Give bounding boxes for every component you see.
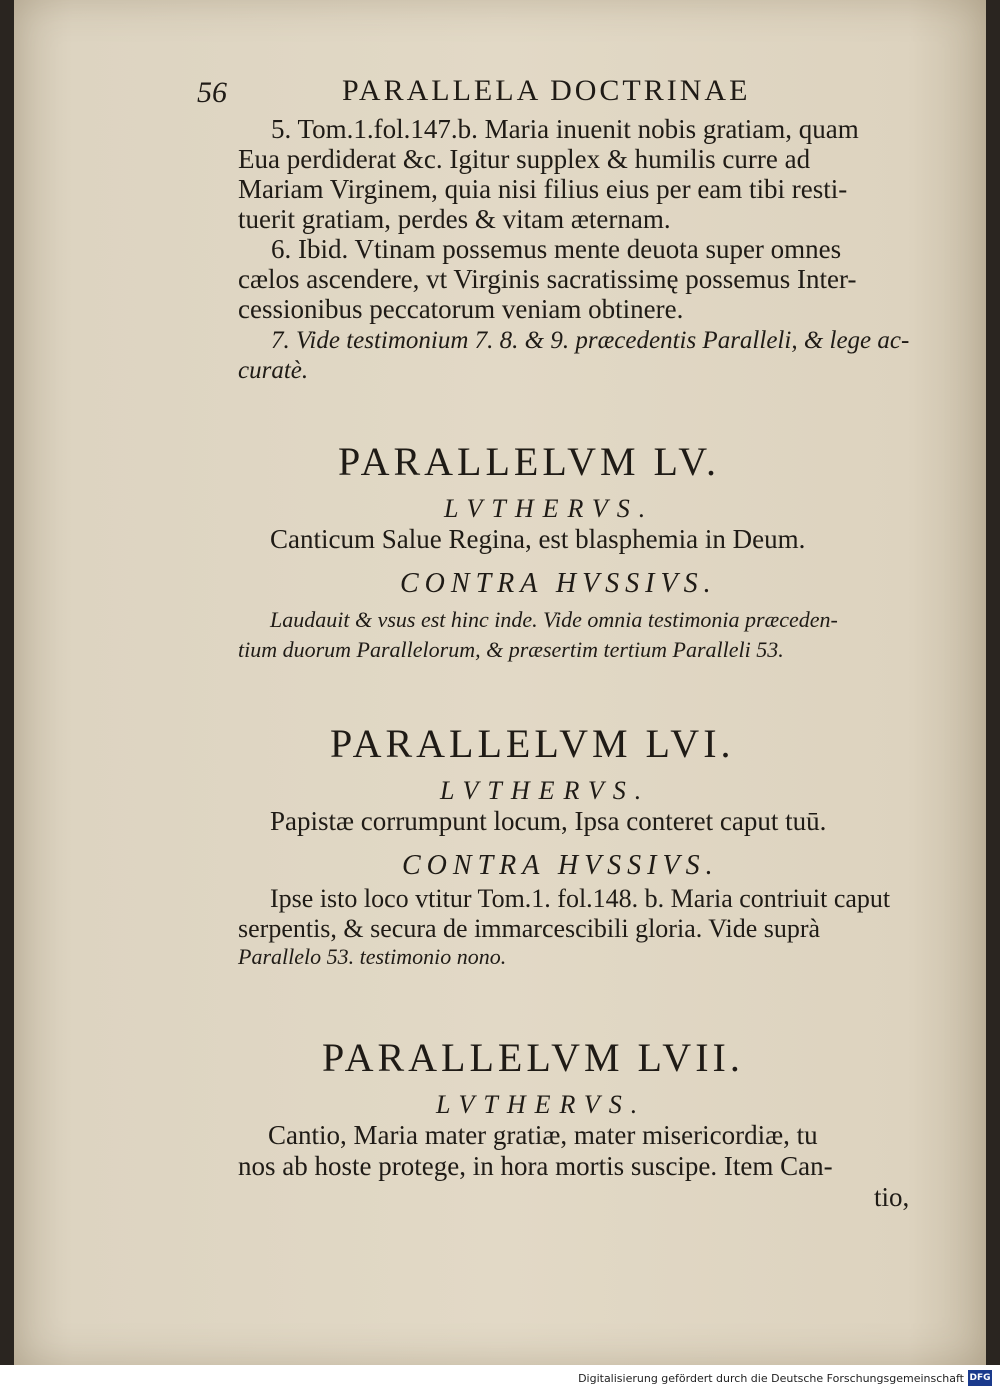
section-heading: PARALLELVM LVII. — [322, 1035, 744, 1080]
section-heading: PARALLELVM LV. — [338, 439, 721, 484]
lutherus-label: LVTHERVS. — [436, 1090, 647, 1119]
text-line: 5. Tom.1.fol.147.b. Maria inuenit nobis gratiam, quam — [271, 114, 859, 144]
funding-credit: Digitalisierung gefördert durch die Deutsche Forschungsgemeinschaft — [578, 1372, 964, 1385]
lutherus-label: LVTHERVS. — [444, 494, 655, 523]
lutherus-label: LVTHERVS. — [440, 776, 651, 805]
contra-text: Laudauit & vsus est hinc inde. Vide omnia testimonia præceden- — [270, 607, 838, 632]
contra-text: tium duorum Parallelorum, & præsertim tertium Paralleli 53. — [238, 637, 784, 662]
text-line: curatè. — [238, 357, 309, 384]
text-line: cælos ascendere, vt Virginis sacratissimę possemus Inter- — [238, 264, 857, 294]
text-line: 6. Ibid. Vtinam possemus mente deuota super omnes — [271, 234, 842, 264]
text-line: cessionibus peccatorum veniam obtinere. — [238, 294, 684, 324]
contra-label: CONTRA HVSSIVS. — [402, 850, 719, 881]
text-line: nos ab hoste protege, in hora mortis suscipe. Item Can- — [238, 1151, 833, 1181]
text-line: Mariam Virginem, quia nisi filius eius per eam tibi resti- — [238, 174, 848, 204]
text-line: Cantio, Maria mater gratiæ, mater misericordiæ, tu — [268, 1120, 818, 1150]
dfg-logo: DFG — [968, 1370, 992, 1386]
lutherus-text: Canticum Salue Regina, est blasphemia in Deum. — [270, 524, 806, 554]
text-line: 7. Vide testimonium 7. 8. & 9. præcedentis Paralleli, & lege ac- — [271, 327, 910, 354]
lutherus-text: Papistæ corrumpunt locum, Ipsa conteret caput tuū. — [270, 806, 827, 836]
contra-text: Parallelo 53. testimonio nono. — [238, 944, 507, 969]
text-line: tio, — [874, 1182, 910, 1212]
section-heading: PARALLELVM LVI. — [330, 721, 735, 766]
text-line: Eua perdiderat &c. Igitur supplex & humilis curre ad — [238, 144, 811, 174]
contra-text: Ipse isto loco vtitur Tom.1. fol.148. b. Maria contriuit caput — [270, 884, 891, 913]
page-number: 56 — [197, 76, 227, 109]
running-title: PARALLELA DOCTRINAE — [342, 74, 751, 107]
contra-label: CONTRA HVSSIVS. — [400, 568, 717, 599]
text-line: tuerit gratiam, perdes & vitam æternam. — [238, 204, 671, 234]
contra-text: serpentis, & secura de immarcescibili gloria. Vide suprà — [238, 914, 821, 943]
